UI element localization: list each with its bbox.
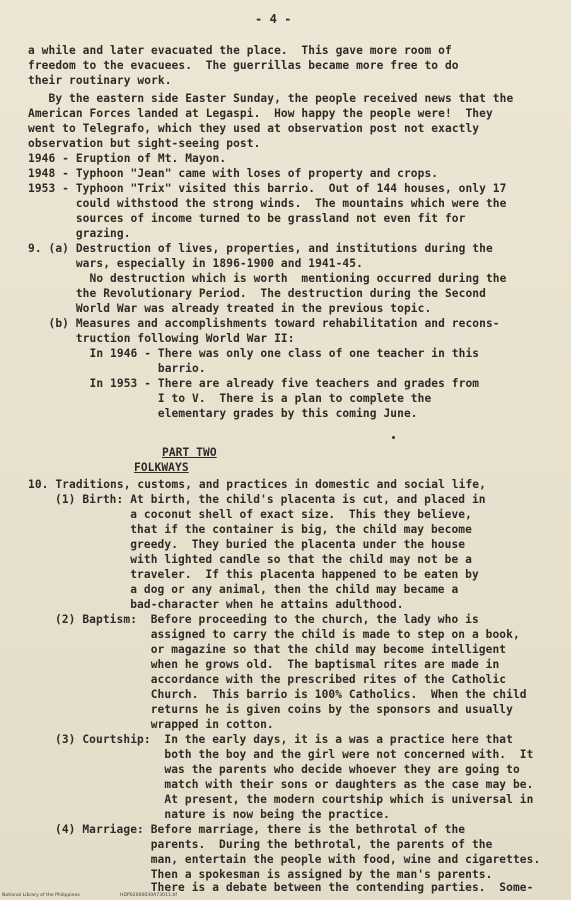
easter-line: American Forces landed at Legaspi. How happy the people were! They xyxy=(28,107,493,120)
folkways-heading: FOLKWAYS xyxy=(134,461,189,474)
baptism-line: assigned to carry the child is made to step on a book, xyxy=(55,628,520,641)
event-line: sources of income turned to be grassland not even fit for xyxy=(28,212,466,225)
item-10-line: 10. Traditions, customs, and practices in domestic and social life, xyxy=(28,478,486,491)
item-9b-line: In 1946 - There was only one class of one teacher in this xyxy=(28,347,480,360)
item-9b-line: (b) Measures and accomplishments toward rehabilitation and recons- xyxy=(28,317,500,330)
event-line: 1953 - Typhoon "Trix" visited this barrio. Out of 144 houses, only 17 xyxy=(28,182,507,195)
item-9a-line: the Revolutionary Period. The destruction during the Second xyxy=(28,287,486,300)
birth-line: a dog or any animal, then the child may became a xyxy=(55,583,459,596)
courtship-line: (3) Courtship: In the early days, it is a was a practice here that xyxy=(55,733,513,746)
birth-line: with lighted candle so that the child may not be a xyxy=(55,553,472,566)
courtship-line: was the parents who decide whoever they are going to xyxy=(55,763,520,776)
birth-line: a coconut shell of exact size. This they believe, xyxy=(55,508,472,521)
item-9a-line: No destruction which is worth mentioning occurred during the xyxy=(28,272,507,285)
item-9a-line: 9. (a) Destruction of lives, properties, and institutions during the xyxy=(28,242,493,255)
baptism-line: accordance with the prescribed rites of the Catholic xyxy=(55,673,507,686)
easter-line: went to Telegrafo, which they used at observation post not exactly xyxy=(28,122,480,135)
marriage-line: Then a spokesman is assigned by the man's parents. xyxy=(55,868,493,881)
baptism-line: (2) Baptism: Before proceeding to the church, the lady who is xyxy=(55,613,479,626)
ink-speck xyxy=(392,436,395,439)
intro-line: their routinary work. xyxy=(28,74,172,87)
easter-line: observation but sight-seeing post. xyxy=(28,137,261,150)
item-9b-line: I to V. There is a plan to complete the xyxy=(28,392,432,405)
birth-line: bad-character when he attains adulthood. xyxy=(55,598,404,611)
marriage-line: There is a debate between the contending parties. Some- xyxy=(55,881,534,894)
event-line: 1946 - Eruption of Mt. Mayon. xyxy=(28,152,227,165)
birth-line: that if the container is big, the child may become xyxy=(55,523,472,536)
courtship-line: nature is now being the practice. xyxy=(55,808,390,821)
event-line: grazing. xyxy=(28,227,131,240)
baptism-line: or magazine so that the child may become intelligent xyxy=(55,643,507,656)
baptism-line: returns he is given coins by the sponsors and usually xyxy=(55,703,513,716)
marriage-line: man, entertain the people with food, wine and cigarettes. xyxy=(55,853,541,866)
birth-line: greedy. They buried the placenta under the house xyxy=(55,538,466,551)
courtship-line: At present, the modern courtship which is universal in xyxy=(55,793,534,806)
birth-line: (1) Birth: At birth, the child's placenta is cut, and placed in xyxy=(55,493,486,506)
event-line: 1948 - Typhoon "Jean" came with loses of property and crops. xyxy=(28,167,439,180)
courtship-line: match with their sons or daughters as the case may be. xyxy=(55,778,534,791)
intro-line: a while and later evacuated the place. This gave more room of xyxy=(28,44,452,57)
baptism-line: when he grows old. The baptismal rites are made in xyxy=(55,658,500,671)
event-line: could withstood the strong winds. The mountains which were the xyxy=(28,197,507,210)
part-two-heading: PART TWO xyxy=(162,446,217,459)
birth-line: traveler. If this placenta happened to be eaten by xyxy=(55,568,479,581)
item-9b-line: In 1953 - There are already five teachers and grades from xyxy=(28,377,480,390)
item-9b-line: truction following World War II: xyxy=(28,332,295,345)
intro-line: freedom to the evacuees. The guerrillas became more free to do xyxy=(28,59,459,72)
courtship-line: both the boy and the girl were not concerned with. It xyxy=(55,748,534,761)
item-9a-line: World War was already treated in the previous topic. xyxy=(28,302,432,315)
baptism-line: wrapped in cotton. xyxy=(55,718,274,731)
item-9a-line: wars, especially in 1896-1900 and 1941-45. xyxy=(28,257,363,270)
item-9b-line: elementary grades by this coming June. xyxy=(28,407,418,420)
page-number: - 4 - xyxy=(255,12,292,26)
footer-library: National Library of the Philippines xyxy=(2,893,80,898)
easter-line: By the eastern side Easter Sunday, the people received news that the xyxy=(28,92,514,105)
baptism-line: Church. This barrio is 100% Catholics. When the child xyxy=(55,688,527,701)
marriage-line: (4) Marriage: Before marriage, there is the bethrotal of the xyxy=(55,823,466,836)
footer-file-id: HDP02000030A73011.tif xyxy=(120,893,178,898)
item-9b-line: barrio. xyxy=(28,362,206,375)
marriage-line: parents. During the bethrotal, the parents of the xyxy=(55,838,493,851)
